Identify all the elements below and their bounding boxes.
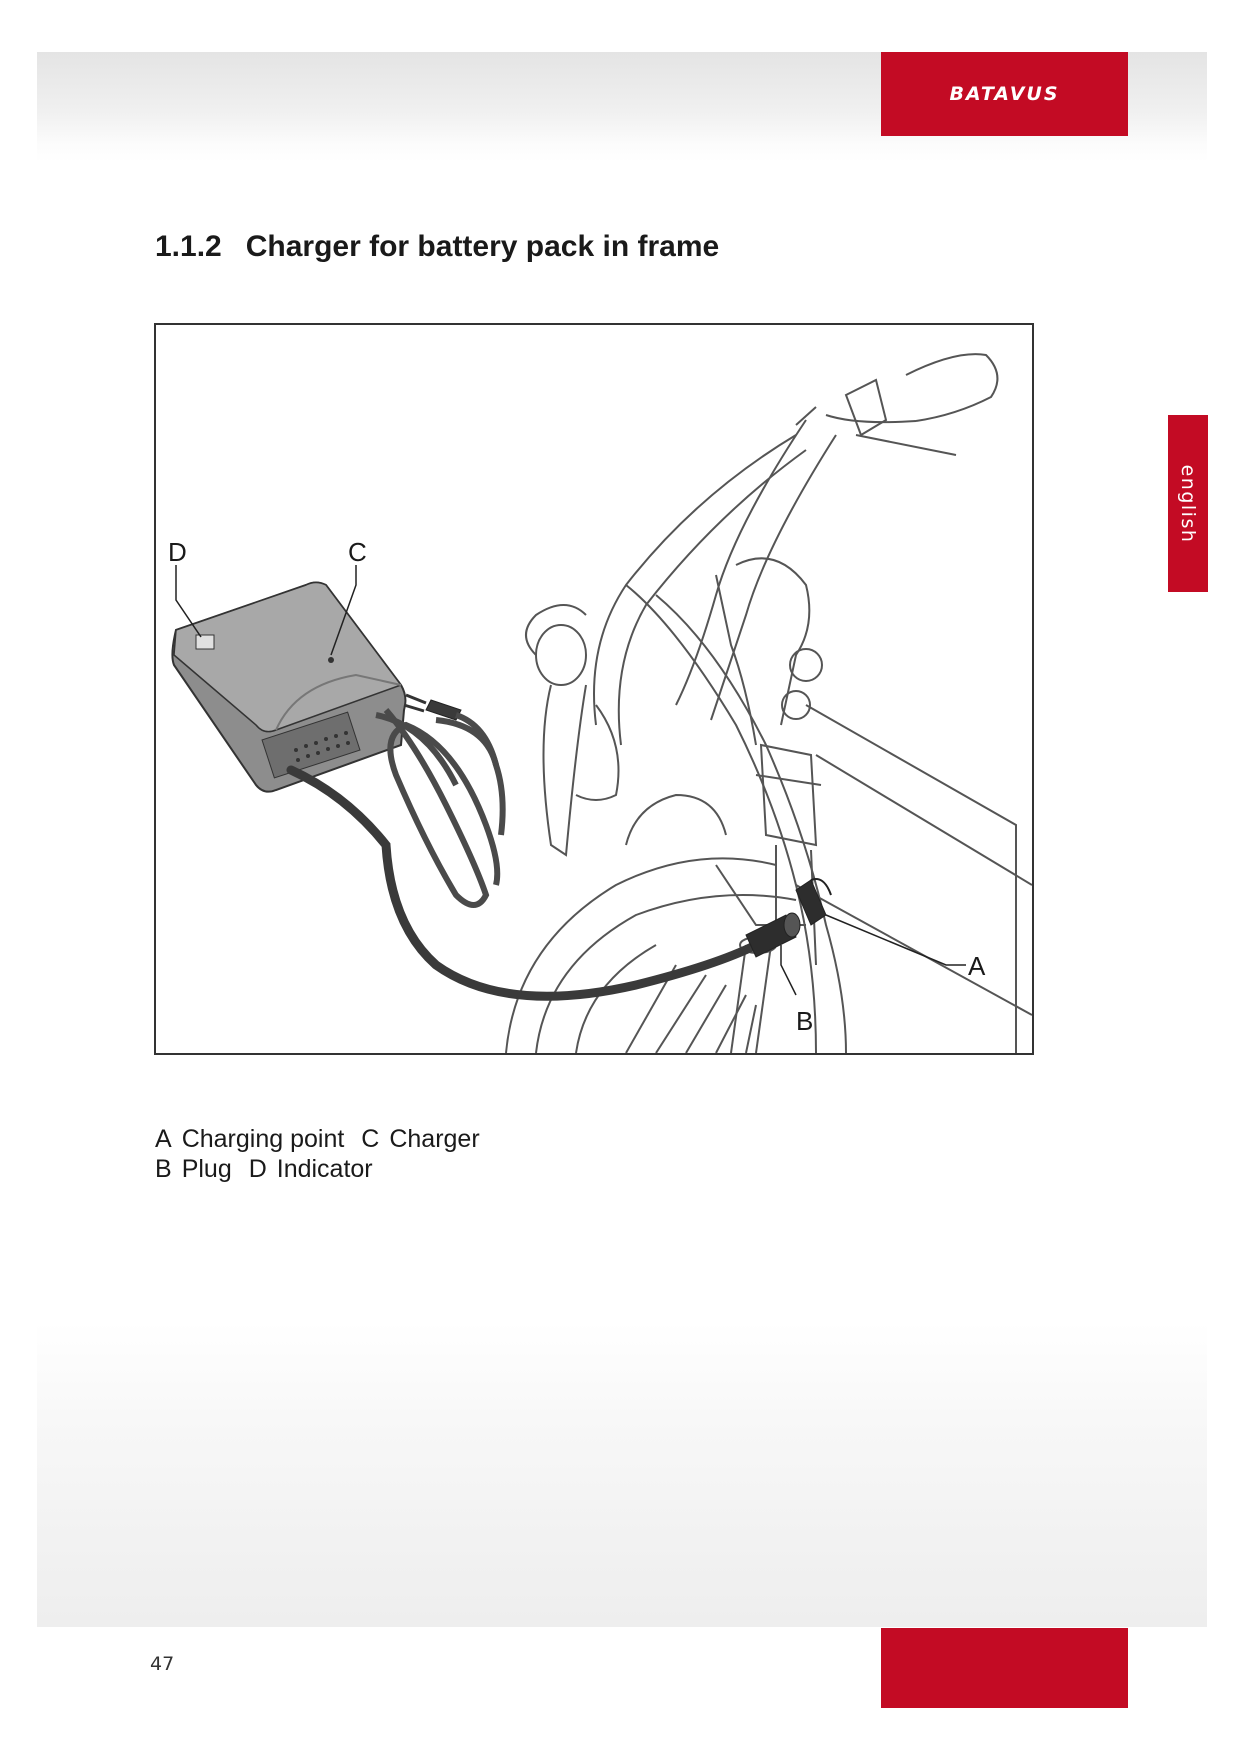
callout-a: A [968,951,986,981]
legend-letter: A [155,1125,172,1153]
indicator-light [196,635,214,649]
charger-illustration [154,323,1034,1055]
callout-d: D [168,537,187,567]
language-tab-label: english [1177,464,1199,543]
section-title: Charger for battery pack in frame [245,230,720,263]
charger-box [172,583,405,792]
section-heading [155,230,719,264]
legend-text: Plug [181,1155,232,1183]
callout-b: B [796,1006,814,1036]
legend-row [155,1124,490,1154]
callout-c: C [348,537,367,567]
legend-letter: D [248,1155,267,1183]
charger-output-cable [291,770,756,996]
legend-row [155,1154,490,1184]
section-number: 1.1.2 [155,230,222,263]
legend-text: Charging point [181,1125,345,1153]
page-number: 47 [150,1653,175,1675]
legend-letter: B [155,1155,172,1183]
brand-logo [881,52,1128,136]
footer-brand-bar [881,1628,1128,1708]
charger-illustration-drawing [156,325,1032,1053]
legend-letter: C [361,1125,380,1153]
language-tab[interactable] [1168,415,1208,592]
figure-legend [155,1124,490,1184]
brand-logo-text: BATAVUS [949,83,1060,105]
legend-text: Indicator [276,1155,373,1183]
legend-text: Charger [389,1125,480,1153]
